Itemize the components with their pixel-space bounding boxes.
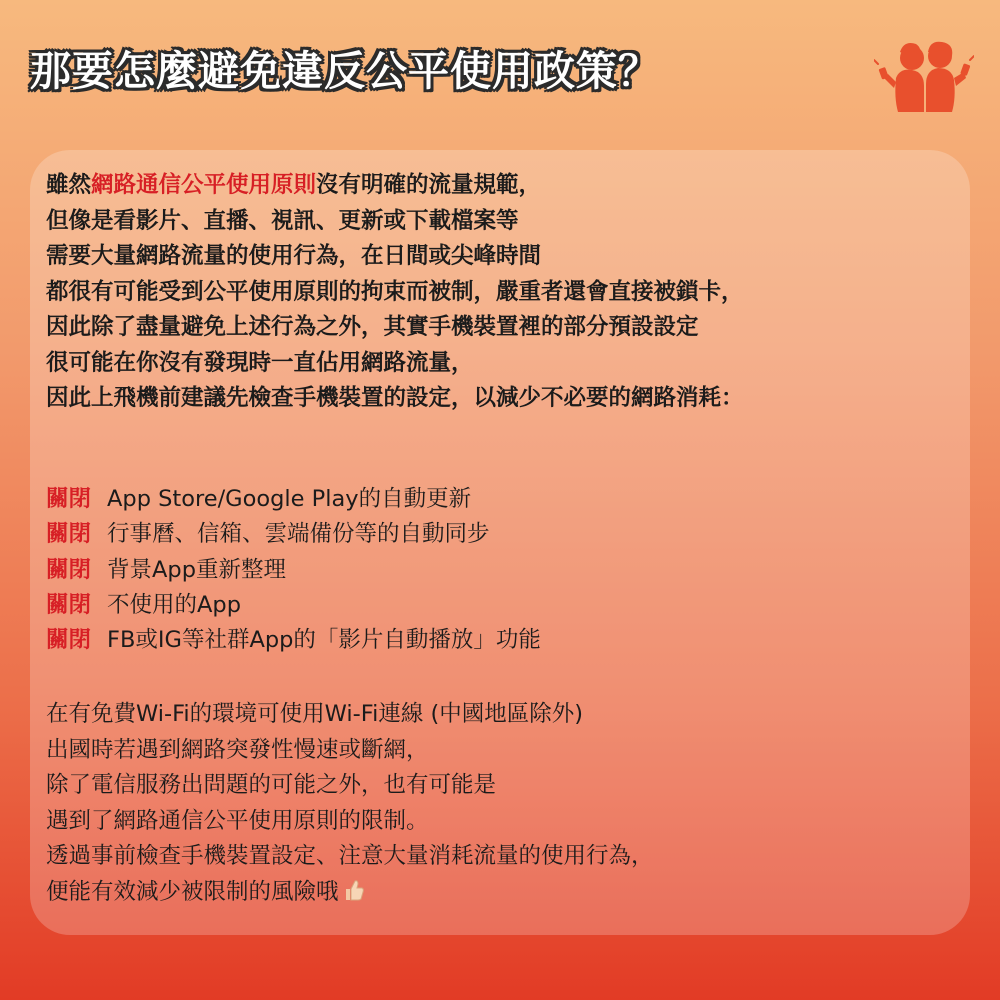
list-item: 關閉 FB或IG等社群App的「影片自動播放」功能 [46,627,541,654]
outro-line: 在有免費Wi-Fi的環境可使用Wi-Fi連線 (中國地區除外) [46,701,584,727]
intro-line: 很可能在你沒有發現時一直佔用網路流量， [46,349,474,376]
outro-line: 除了電信服務出問題的可能之外，也有可能是 [46,772,497,798]
close-tag: 關閉 [46,521,92,548]
list-item: 關閉 背景App重新整理 [46,556,286,583]
close-tag: 關閉 [46,486,92,512]
intro-line: 但像是看影片、直播、視訊、更新或下載檔案等 [46,207,519,234]
outro-line: 出國時若遇到網路突發性慢速或斷網， [46,736,429,763]
outro-paragraph [46,697,654,910]
checklist [46,482,541,658]
list-item: 關閉 不使用的App [46,591,241,618]
two-people-phones-icon [874,38,974,114]
outro-line: 透過事前檢查手機裝置設定、注意大量消耗流量的使用行為， [46,843,654,869]
thumbs-up-icon [343,878,365,902]
outro-line: 便能有效減少被限制的風險哦 [46,875,654,911]
close-tag: 關閉 [46,591,92,618]
intro-paragraph [46,168,744,417]
list-item: 關閉 App Store/Google Play的自動更新 [46,486,472,512]
intro-line: 都很有可能受到公平使用原則的拘束而被制，嚴重者還會直接被鎖卡， [46,278,744,305]
intro-line: 因此上飛機前建議先檢查手機裝置的設定，以減少不必要的網路消耗： [46,385,744,411]
fair-use-highlight: 網路通信公平使用原則 [91,172,317,198]
intro-line: 因此除了盡量避免上述行為之外，其實手機裝置裡的部分預設設定 [46,314,699,340]
list-item: 關閉 行事曆、信箱、雲端備份等的自動同步 [46,521,490,548]
intro-line: 需要大量網路流量的使用行為，在日間或尖峰時間 [46,243,542,269]
page-title: 那要怎麼避免違反公平使用政策？ [30,47,660,95]
close-tag: 關閉 [46,627,92,654]
intro-line: 雖然網路通信公平使用原則沒有明確的流量規範， [46,172,542,198]
outro-line: 遇到了網路通信公平使用原則的限制。 [46,807,429,834]
close-tag: 關閉 [46,556,92,583]
